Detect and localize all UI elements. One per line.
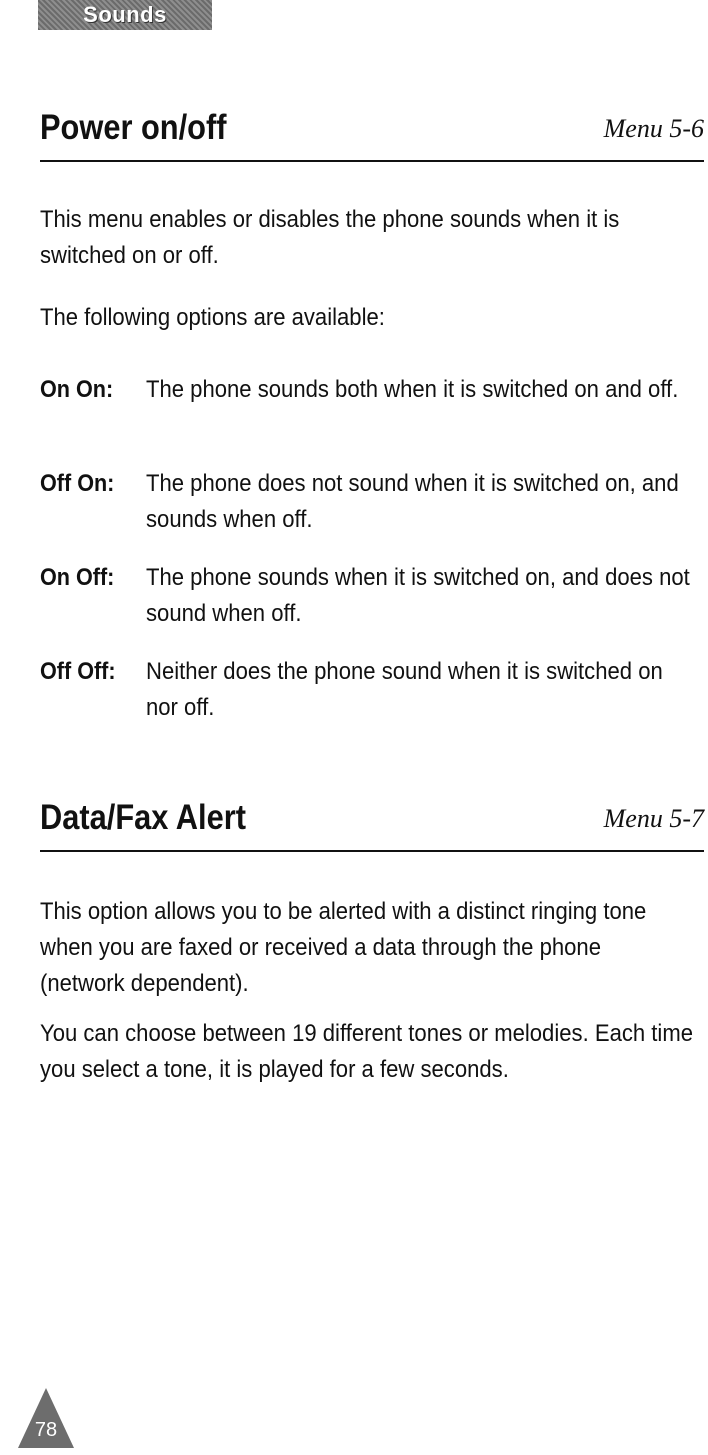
section-header [40, 108, 704, 162]
intro-paragraph: This menu enables or disables the phone sounds when it is switched on or off. [40, 206, 620, 269]
section-header [40, 798, 704, 852]
option-key: On Off: [40, 564, 115, 591]
tone-choice-paragraph: You can choose between 19 different tones or melodies. Each time you select a tone, it is played for a few seconds. [40, 1020, 694, 1083]
option-description: Neither does the phone sound when it is switched on nor off. [146, 658, 663, 721]
power-on-off-section [40, 108, 704, 721]
menu-reference: Menu 5-7 [603, 804, 704, 833]
option-key: On On: [40, 376, 114, 403]
alert-description-paragraph: This option allows you to be alerted with a distinct ringing tone when you are faxed or received a data through the phone (network dependent). [40, 898, 647, 997]
options-intro-paragraph: The following options are available: [40, 304, 385, 331]
section-tab-label: Sounds [83, 2, 167, 27]
section-tab [38, 0, 212, 30]
page-number: 78 [34, 1419, 58, 1441]
option-description: The phone does not sound when it is switched on, and sounds when off. [146, 470, 679, 533]
menu-reference: Menu 5-6 [603, 114, 704, 143]
section-title: Power on/off [40, 108, 227, 147]
section-title: Data/Fax Alert [40, 798, 246, 837]
option-key: Off On: [40, 470, 115, 497]
option-description: The phone sounds when it is switched on, and does not sound when off. [146, 564, 690, 627]
option-key: Off Off: [40, 658, 116, 685]
data-fax-alert-section [40, 798, 704, 1083]
option-description: The phone sounds both when it is switched on and off. [146, 376, 679, 403]
